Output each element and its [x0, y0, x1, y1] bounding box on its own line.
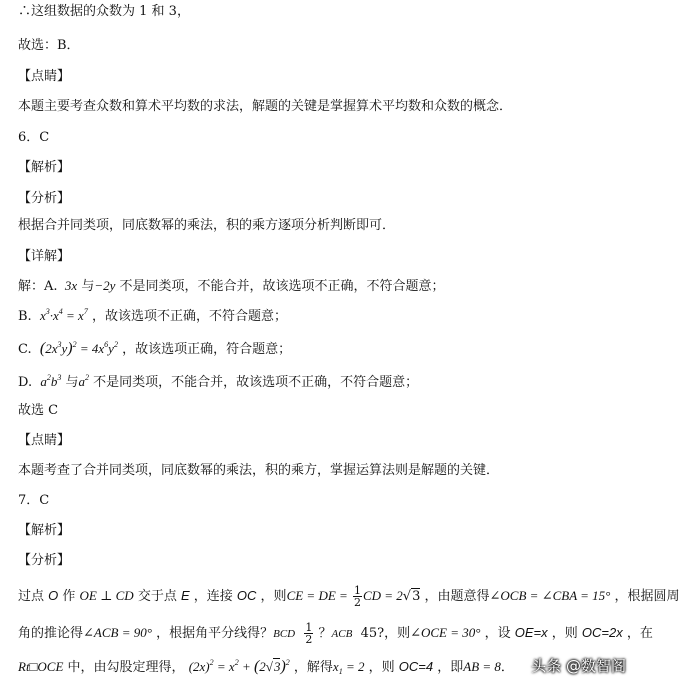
option-b-line: B. $x^3\cdot x^4 = x^7$ ，故该选项不正确，不符合题意；	[18, 307, 287, 324]
text-line: 本题主要考查众数和算术平均数的求法，解题的关键是掌握算术平均数和众数的概念．	[18, 99, 513, 114]
question-number: 6．C	[18, 130, 50, 145]
option-a-line: 解：A. 3x 与−2y 不是同类项，不能合并，故该选项不正确，不符合题意；	[18, 278, 445, 294]
question-number: 7．C	[18, 493, 50, 508]
section-heading: 【解析】	[18, 523, 71, 538]
section-heading: 【点睛】	[18, 433, 71, 448]
option-d-line: D. $a^2b^3$ 与$a^2$ 不是同类项，不能合并，故该选项不正确，不符合题意；	[18, 373, 419, 390]
section-heading: 【详解】	[18, 249, 71, 264]
text-line: 根据合并同类项，同底数幂的乘法，积的乘方逐项分析判断即可．	[18, 218, 396, 233]
section-heading: 【解析】	[18, 160, 71, 175]
section-heading: 【分析】	[18, 191, 71, 206]
analysis-line-2: 角的推论得∠ACB = 90° ，根据角平分线得？BCD $\frac{1}{2}$ ？ACB 45?，则∠OCE = 30° ，设 OE=x ，则 OC=2x ，在	[18, 621, 653, 646]
text-line: ∴这组数据的众数为 1 和 3，	[18, 4, 190, 19]
section-heading: 【点睛】	[18, 69, 71, 84]
option-c-line: C. $(2x^3y)^2 = 4x^6y^2$ ，故该选项正确，符合题意；	[18, 340, 292, 357]
analysis-line-1: 过点 O 作 OE ⊥ CD 交于点 E ，连接 OC ，则CE = DE = $\frac{1}{2}$ CD = 2√3 ，由题意得∠OCB = ∠CBA = 15° ，根据圆周	[18, 584, 680, 609]
text-line: 本题考查了合并同类项，同底数幂的乘法，积的乘方，掌握运算法则是解题的关键．	[18, 463, 500, 478]
section-heading: 【分析】	[18, 553, 71, 568]
text-line: 故选 C	[18, 403, 59, 418]
watermark: 头条 @数智阁	[531, 657, 626, 675]
text-line: 故选：B．	[18, 38, 80, 53]
analysis-line-3: Rt□OCE 中，由勾股定理得， $(2x)^2 = x^2 + (2√3)^2$ ，解得$x_1 = 2$ ，则 OC=4 ，即AB = 8．	[18, 658, 514, 676]
